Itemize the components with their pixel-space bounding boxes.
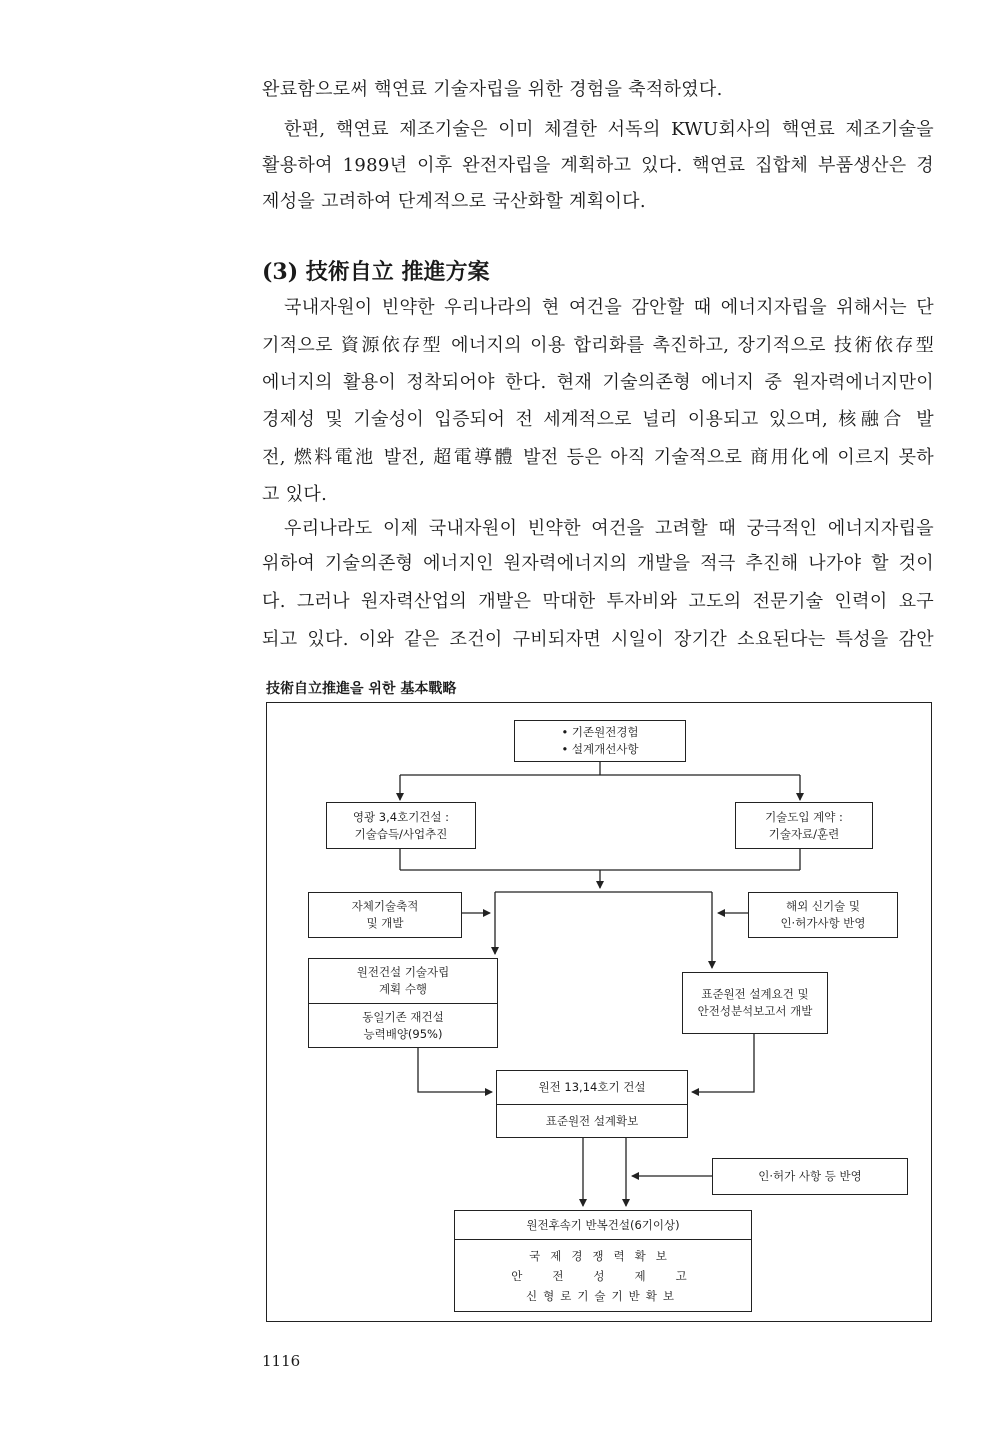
overseas-tech-box — [748, 892, 898, 938]
box-line: 인·허가 사항 등 반영 — [758, 1169, 862, 1183]
box-line: 원전 13,14호기 건설 — [538, 1080, 646, 1094]
existing-experience-box — [514, 720, 686, 762]
section-heading: (3) 技術自立 推進方案 — [262, 259, 490, 285]
paragraph-line: 기적으로 資源依存型 에너지의 이용 합리화를 촉진하고, 장기적으로 技術依存型 — [262, 335, 934, 356]
box-line: • 기존원전경험 — [561, 725, 639, 739]
box-line: 표준원전 설계확보 — [497, 1104, 687, 1137]
paragraph-line: 한편, 핵연료 제조기술은 이미 체결한 서독의 KWU회사의 핵연료 제조기술을 — [284, 119, 934, 140]
paragraph-line: 경제성 및 기술성이 입증되어 전 세계적으로 널리 이용되고 있으며, 核融合 발 — [262, 409, 934, 430]
box-line: 원전건설 기술자립 — [356, 965, 450, 979]
box-line: 자체기술축적 — [351, 899, 419, 913]
box-line: 인·허가사항 반영 — [780, 916, 866, 930]
paragraph-line: 국내자원이 빈약한 우리나라의 현 여건을 감안할 때 에너지자립을 위해서는 단 — [284, 297, 934, 318]
box-line: 능력배양(95%) — [363, 1026, 443, 1041]
box-line: 영광 3,4호기건설 : — [352, 809, 450, 824]
tech-intro-contract-box — [735, 802, 873, 849]
box-line: 계획 수행 — [378, 982, 428, 996]
box-line: 신형로기술기반확보 — [526, 1288, 680, 1303]
units-13-14-box — [496, 1070, 688, 1138]
box-line: 기술도입 계약 : — [765, 809, 843, 824]
box-line: 해외 신기술 및 — [786, 899, 860, 913]
paragraph-line: 우리나라도 이제 국내자원이 빈약한 여건을 고려할 때 궁극적인 에너지자립을 — [284, 518, 934, 539]
standard-plant-requirements-box — [682, 972, 828, 1034]
followup-construction-box — [454, 1210, 752, 1312]
figure-title: 技術自立推進을 위한 基本戰略 — [266, 681, 457, 697]
paragraph-line: 완료함으로써 핵연료 기술자립을 위한 경험을 축적하였다. — [262, 79, 723, 100]
self-tech-accumulation-box — [308, 892, 462, 938]
box-line: 안전성제고 — [511, 1268, 717, 1283]
page-number: 1116 — [262, 1352, 301, 1370]
box-line: • 설계개선사항 — [561, 742, 639, 756]
box-line: 표준원전 설계요건 및 — [701, 987, 809, 1001]
paragraph-line: 에너지의 활용이 정착되어야 한다. 현재 기술의존형 에너지 중 원자력에너지만이 — [262, 372, 934, 393]
paragraph-line: 활용하여 1989년 이후 완전자립을 계획하고 있다. 핵연료 집합체 부품생산은 경 — [262, 155, 934, 176]
permit-reflection-box — [712, 1158, 908, 1195]
box-line: 및 개발 — [366, 916, 404, 930]
paragraph-line: 다. 그러나 원자력산업의 개발은 막대한 투자비와 고도의 전문기술 인력이 요구 — [262, 591, 934, 612]
paragraph-line: 전, 燃料電池 발전, 超電導體 발전 등은 아직 기술적으로 商用化에 이르지 못하 — [262, 447, 934, 468]
paragraph-line: 고 있다. — [262, 484, 328, 505]
box-line: 기술자료/훈련 — [768, 826, 840, 841]
box-line: 안전성분석보고서 개발 — [697, 1004, 813, 1018]
box-line: 동일기존 재건설 — [362, 1009, 444, 1024]
box-line: 국제경쟁력확보 — [529, 1248, 677, 1263]
paragraph-line: 되고 있다. 이와 같은 조건이 구비되자면 시일이 장기간 소요된다는 특성을 감안 — [262, 629, 934, 650]
box-line: 원전후속기 반복건설(6기이상) — [526, 1217, 680, 1232]
paragraph-line: 제성을 고려하여 단계적으로 국산화할 계획이다. — [262, 191, 646, 212]
paragraph-line: 위하여 기술의존형 에너지인 원자력에너지의 개발을 적극 추진해 나가야 할 것이 — [262, 553, 934, 574]
box-line: 기술습득/사업추진 — [354, 826, 448, 841]
construction-plan-box — [308, 958, 498, 1048]
yeonggwang-construction-box — [326, 802, 476, 849]
